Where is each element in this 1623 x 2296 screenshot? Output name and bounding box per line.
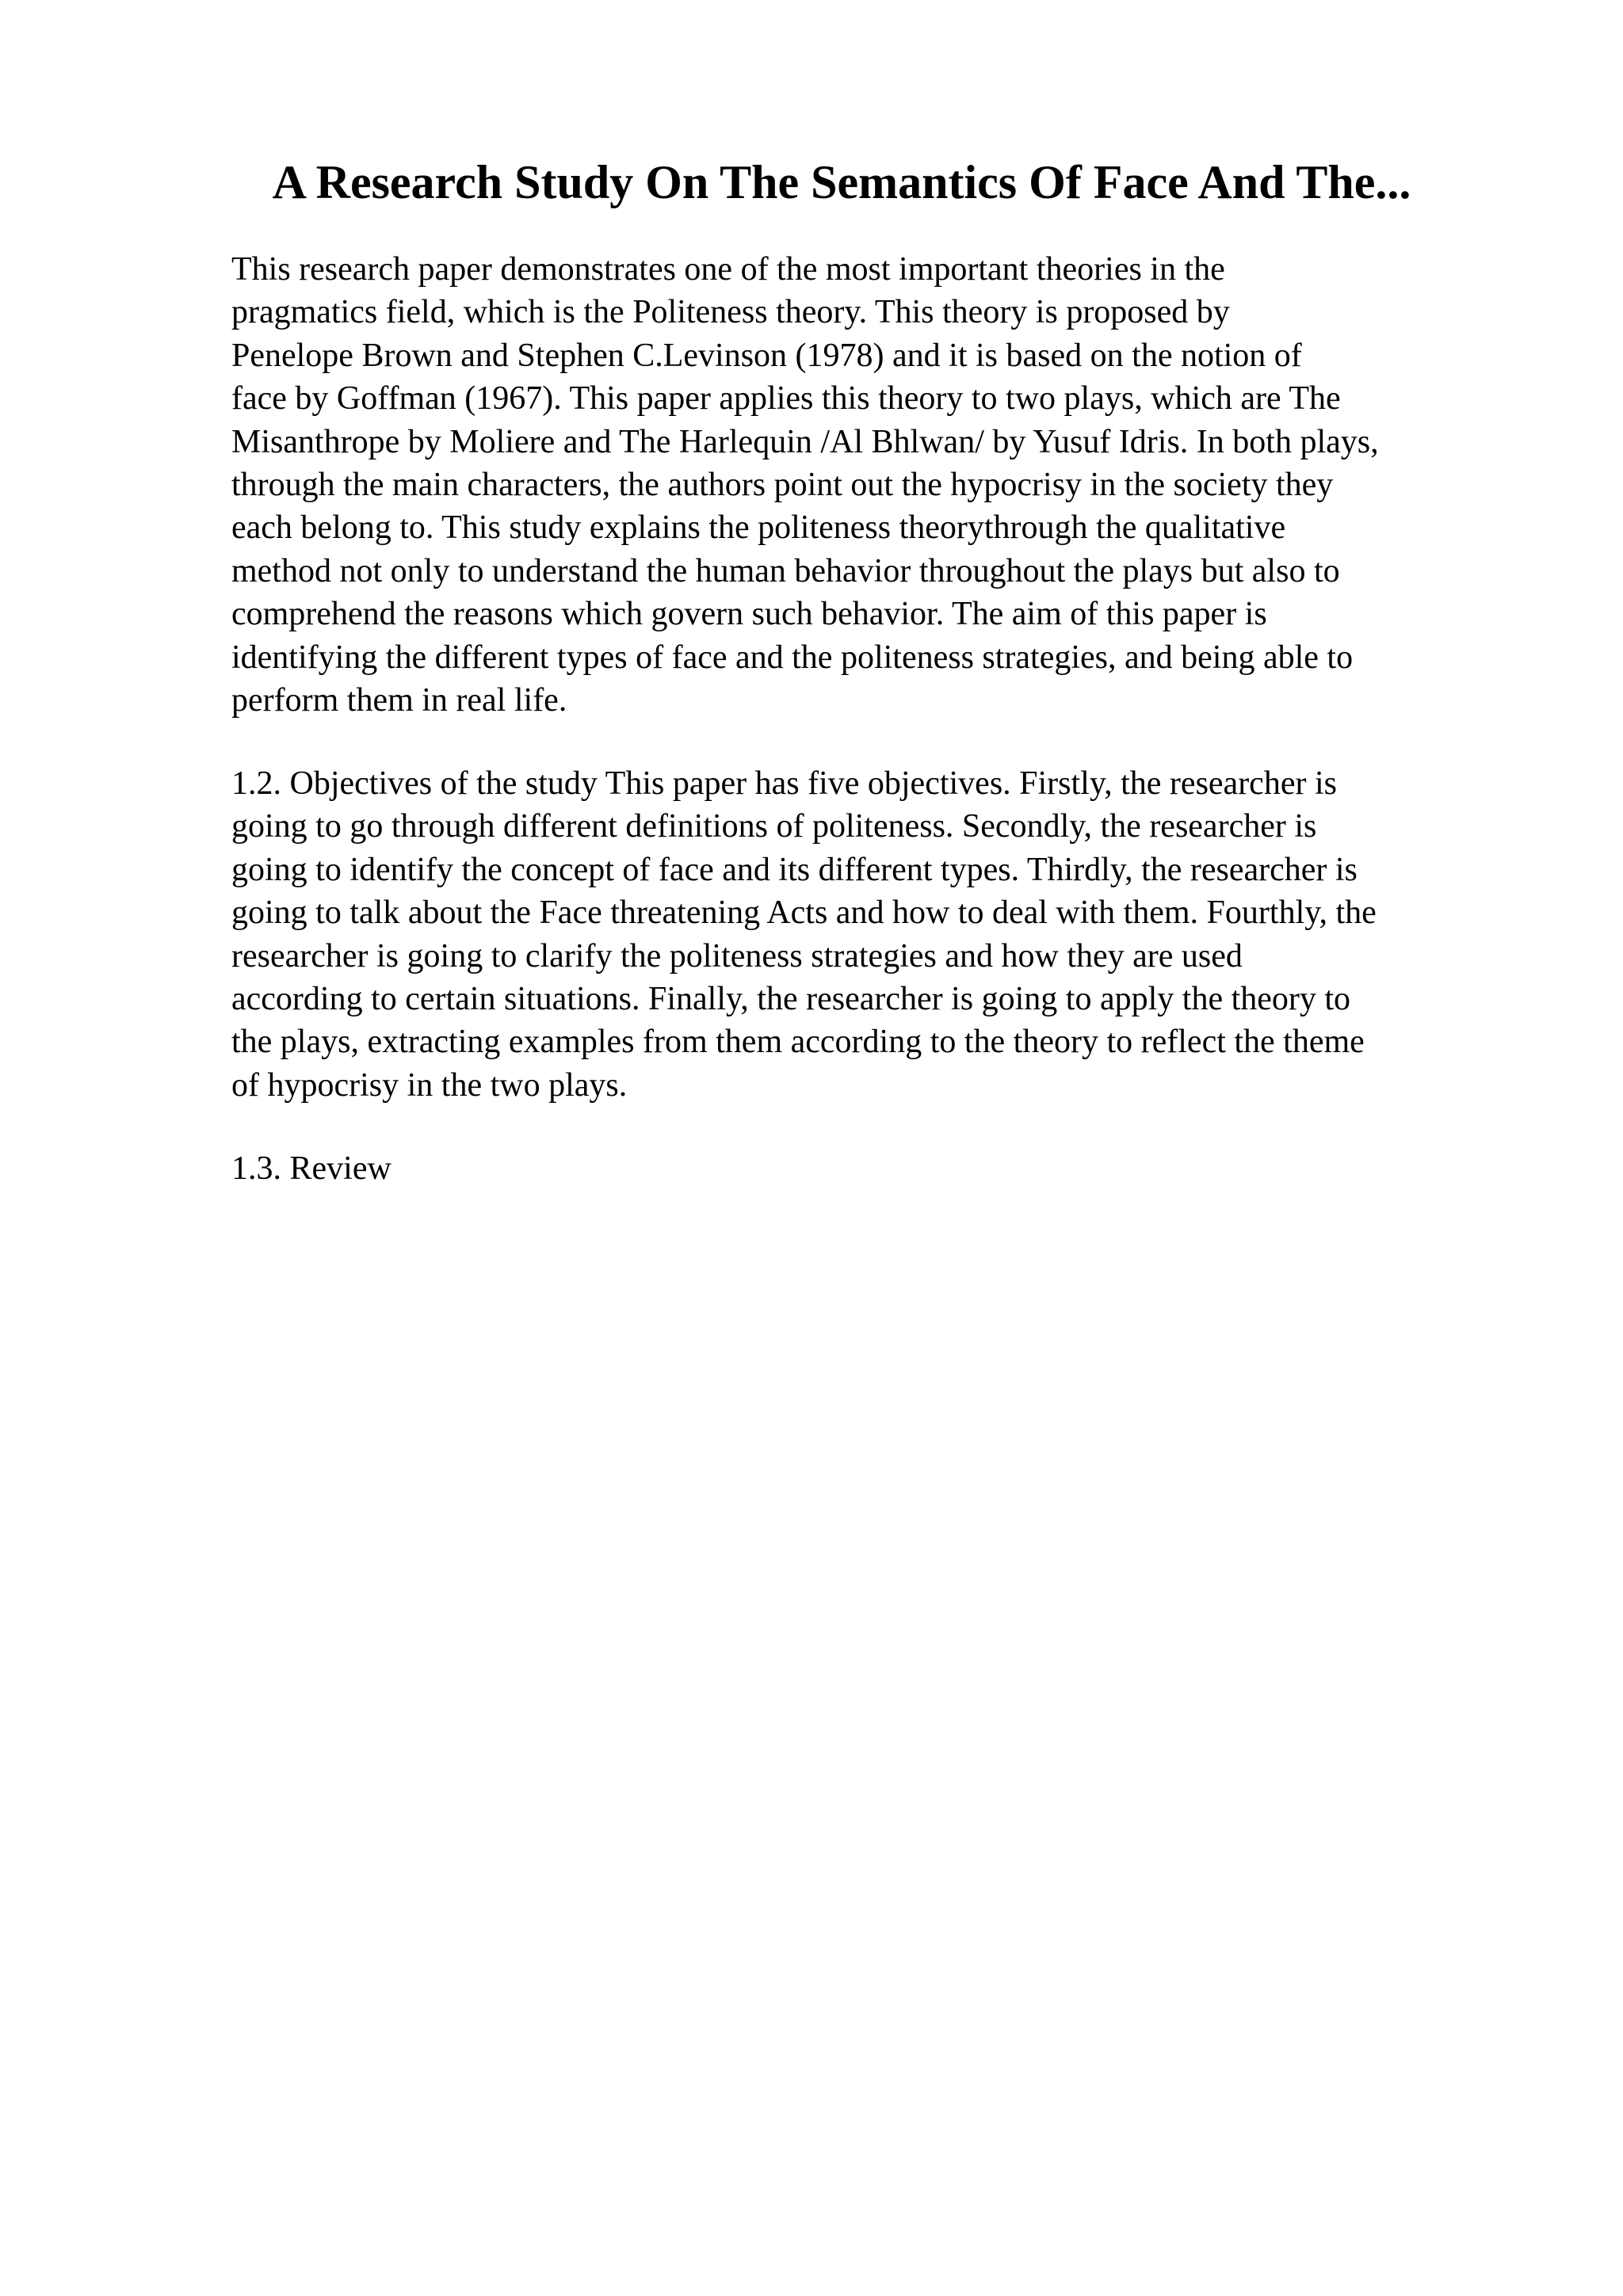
paragraph-line: face by Goffman (1967). This paper applies this theory to two plays, which are The [231,380,1341,418]
paragraph-line: method not only to understand the human behavior throughout the plays but also to [231,552,1340,589]
paragraph-line: each belong to. This study explains the politeness theorythrough the qualitative [231,509,1286,547]
document-title: A Research Study On The Semantics Of Face And The... [272,156,1411,208]
paragraph-line: perform them in real life. [231,682,567,719]
paragraph-line: going to identify the concept of face and its different types. Thirdly, the researcher is [231,851,1358,888]
paragraph-line: researcher is going to clarify the politeness strategies and how they are used [231,937,1243,974]
abstract-paragraph [231,248,1515,722]
paragraph-line: going to go through different definitions of politeness. Secondly, the researcher is [231,808,1317,845]
paragraph-line: pragmatics field, which is the Politeness theory. This theory is proposed by [231,294,1230,331]
paragraph-line: comprehend the reasons which govern such behavior. The aim of this paper is [231,596,1267,633]
paragraph-line: This research paper demonstrates one of the most important theories in the [231,251,1225,288]
paragraph-line: Penelope Brown and Stephen C.Levinson (1978) and it is based on the notion of [231,337,1302,374]
paragraph-line: Misanthrope by Moliere and The Harlequin /Al Bhlwan/ by Yusuf Idris. In both plays, [231,423,1379,460]
review-heading-paragraph [231,1147,1515,1190]
paragraph-line: through the main characters, the authors point out the hypocrisy in the society they [231,467,1334,504]
objectives-paragraph [231,762,1515,1107]
paragraph-line: the plays, extracting examples from them according to the theory to reflect the theme [231,1024,1365,1061]
paragraph-line: identifying the different types of face and the politeness strategies, and being able to [231,639,1354,676]
paragraph-line: 1.2. Objectives of the study This paper has five objectives. Firstly, the researcher is [231,765,1337,802]
paragraph-line: according to certain situations. Finally, the researcher is going to apply the theory to [231,981,1351,1018]
paragraph-line: 1.3. Review [231,1150,391,1187]
paragraph-line: going to talk about the Face threatening Acts and how to deal with them. Fourthly, the [231,894,1377,932]
paragraph-line: of hypocrisy in the two plays. [231,1066,628,1104]
